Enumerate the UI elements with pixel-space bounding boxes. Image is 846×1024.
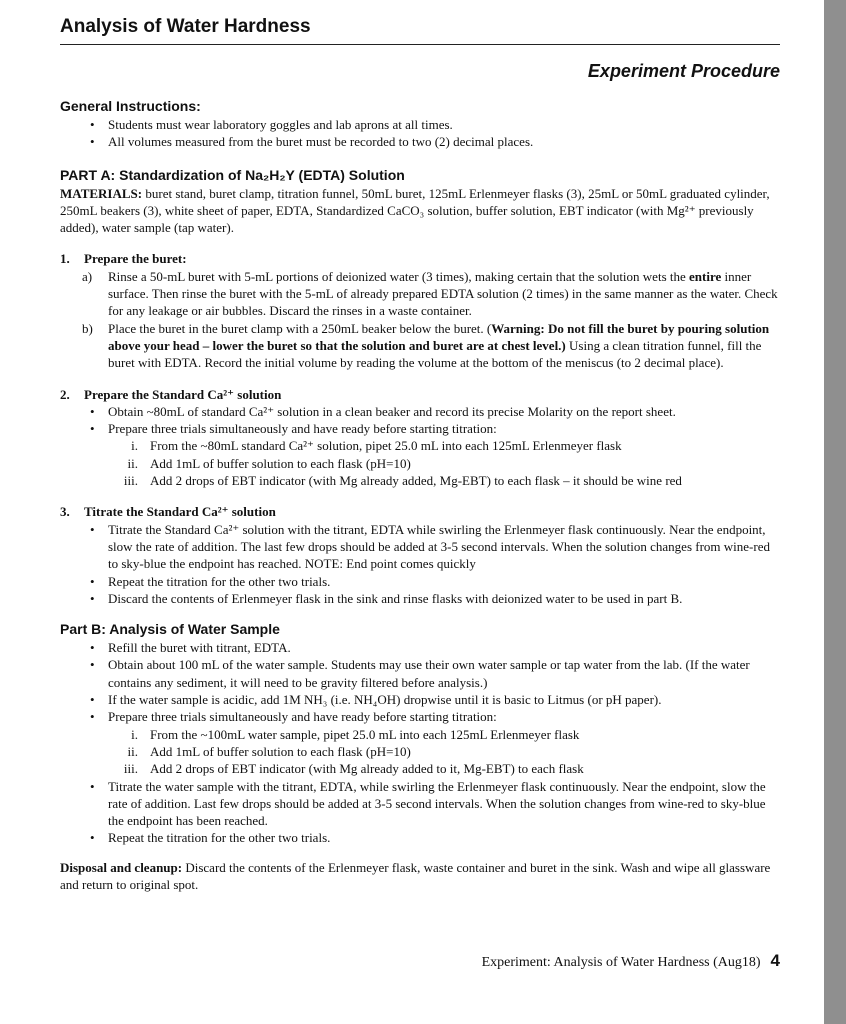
bullet-icon: • [90,709,95,725]
bullet-icon: • [90,573,95,589]
disposal-label: Disposal and cleanup: [60,859,183,875]
list-item: • Students must wear laboratory goggles and lab aprons at all times. [90,117,453,132]
list-item: • Prepare three trials simultaneously and have ready before starting titration: [90,421,497,437]
bullet-icon: • [90,590,95,606]
materials-text: buret stand, buret clamp, titration funnel, 50mL buret, 125mL Erlenmeyer flasks (3), 25mL or 50mL graduated cylinder, 250mL beakers (3), white sheet of paper, EDTA, Standardized CaCO₃ solution, buffer solution, EBT indicator (with Mg²⁺ previously added), water sample (tap water). [60,185,770,236]
step-1-heading: 1. Prepare the buret: [60,251,187,267]
list-item: • Obtain about 100 mL of the water sample. Students may use their own water sample or tap water from the lab. (If the water contains any sediment, it will need to be gravity filtered before analysis.) [90,657,750,690]
step-3-heading: 3. Titrate the Standard Ca²⁺ solution [60,504,276,520]
page-footer [482,951,780,971]
disposal-paragraph [60,859,780,894]
step-2-heading: 2. Prepare the Standard Ca²⁺ solution [60,386,282,402]
list-item: • Prepare three trials simultaneously and have ready before starting titration: [90,709,497,725]
materials-paragraph [60,185,780,237]
list-item: i. From the ~80mL standard Ca²⁺ solution, pipet 25.0 mL into each 125mL Erlenmeyer flask [131,438,622,454]
content [60,96,780,893]
list-item: • Repeat the titration for the other two trials. [90,573,331,589]
part-a-heading: PART A: Standardization of Na₂H₂Y (EDTA) Solution [60,166,405,183]
step-1a: a) Rinse a 50-mL buret with 5-mL portions of deionized water (3 times), making certain that the solution wets the entire inner surface. Then rinse the buret with the 5-mL of already prepared EDTA solution (2 times) in the same manner as the water. Check for any leakage or air bubbles. Discard the rinses in a waste container. [82,268,778,319]
list-item: ii. Add 1mL of buffer solution to each flask (pH=10) [127,743,411,759]
part-b-heading: Part B: Analysis of Water Sample [60,621,280,638]
step-3 [60,503,780,607]
bullet-icon: • [90,403,95,419]
document-title: Analysis of Water Hardness [60,16,311,37]
list-item: • If the water sample is acidic, add 1M NH₃ (i.e. NH₄OH) dropwise until it is basic to Litmus (or pH paper). [90,692,662,708]
list-item: • Refill the buret with titrant, EDTA. [90,640,291,656]
list-item: • Obtain ~80mL of standard Ca²⁺ solution in a clean beaker and record its precise Molarity on the report sheet. [90,403,676,419]
list-item: i. From the ~100mL water sample, pipet 25.0 mL into each 125mL Erlenmeyer flask [131,726,580,742]
bullet-icon: • [90,692,95,708]
materials-label: MATERIALS: [60,185,143,201]
bullet-icon: • [90,640,95,656]
list-item: • Discard the contents of Erlenmeyer flask in the sink and rinse flasks with deionized water to be used in part B. [90,590,683,606]
part-b-body [60,639,780,847]
bullet-icon: • [90,830,95,846]
list-item: • Repeat the titration for the other two trials. [90,830,331,846]
bullet-icon: • [90,521,95,537]
general-instructions-heading: General Instructions: [60,98,201,114]
page-number: 4 [770,951,780,970]
list-item: iii. Add 2 drops of EBT indicator (with Mg already added, Mg-EBT) to each flask – it should be wine red [123,473,682,489]
bullet-icon: • [90,657,95,673]
section-heading: Experiment Procedure [587,61,780,81]
step-1 [60,250,780,371]
list-item: • Titrate the Standard Ca²⁺ solution with the titrant, EDTA while swirling the Erlenmeyer flask continuously. Near the endpoint, slow the rate of addition. The last few drops should be added at 3-5 second intervals. When the solution changes from wine-red to sky-blue the endpoint has reached. NOTE: End point comes quickly [90,521,770,572]
disposal-text: Discard the contents of the Erlenmeyer flask, waste container and buret in the sink. Wash and wipe all glassware and return to original spot. [60,859,771,892]
list-item: ii. Add 1mL of buffer solution to each flask (pH=10) [127,455,411,471]
list-item: iii. Add 2 drops of EBT indicator (with Mg already added to it, Mg-EBT) to each flask [123,761,584,777]
bullet-icon: • [90,117,95,132]
general-instructions-list [60,116,780,151]
step-2 [60,386,780,490]
bullet-icon: • [90,421,95,437]
bullet-icon: • [90,778,95,794]
list-item: • All volumes measured from the buret must be recorded to two (2) decimal places. [90,134,534,150]
list-item: • Titrate the water sample with the titrant, EDTA, while swirling the Erlenmeyer flask continuously. Near the endpoint, slow the rate of addition. Last few drops should be added at 3-5 second intervals. When the solution changes from wine-red to sky-blue the endpoint has been reached. [90,778,766,829]
title-rule [60,44,780,45]
step-1b: b) Place the buret in the buret clamp with a 250mL beaker below the buret. (Warning: Do not fill the buret by pouring solution above your head – lower the buret so that the solution and buret are at chest level.) Using a clean titration funnel, fill the buret with EDTA. Record the initial volume by reading the volume at the bottom of the meniscus (to 2 decimal place). [82,320,770,371]
footer-text: Experiment: Analysis of Water Hardness (Aug18) [481,955,761,970]
bullet-icon: • [90,134,95,150]
